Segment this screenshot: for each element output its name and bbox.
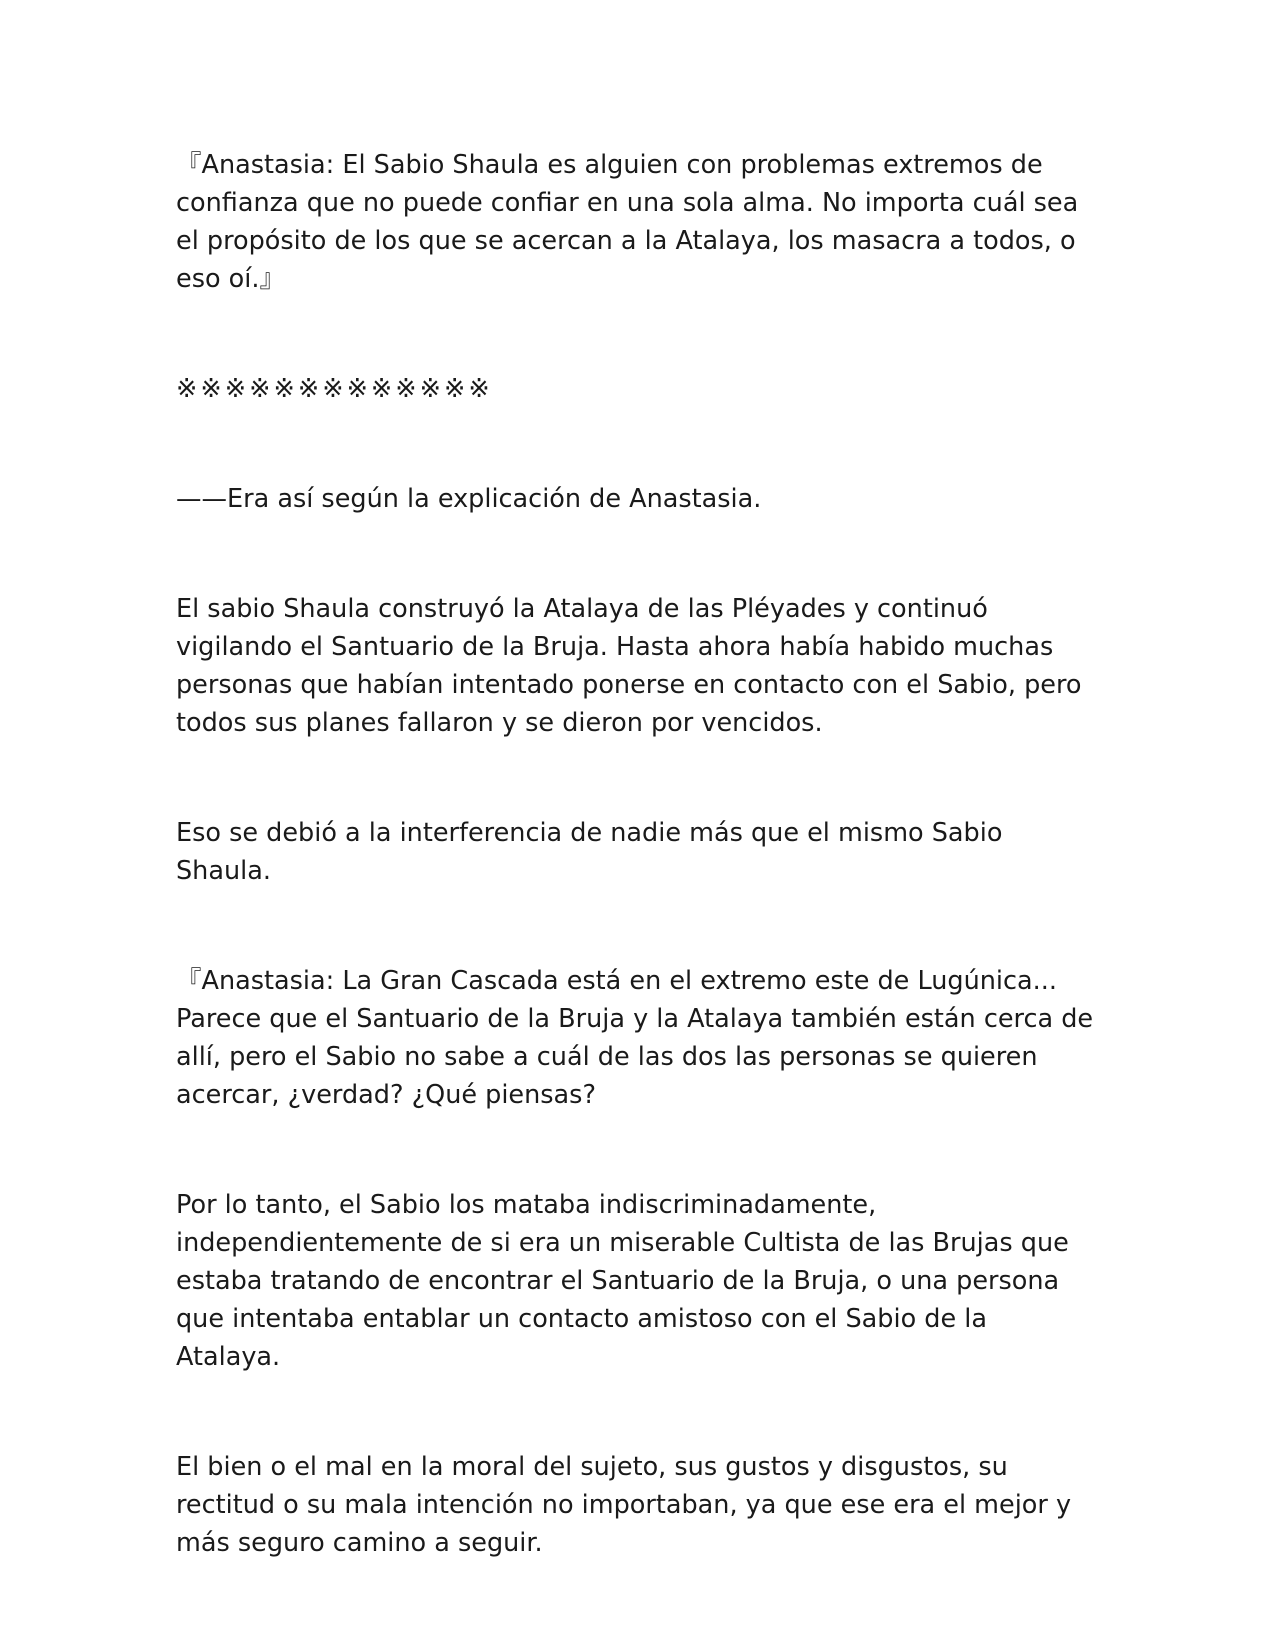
paragraph-interference: Eso se debió a la interferencia de nadie más que el mismo Sabio Shaula. xyxy=(176,818,1003,886)
paragraph-shaula-tower: El sabio Shaula construyó la Atalaya de las Pléyades y continuó vigilando el Santuario de la Bruja. Hasta ahora había habido muchas personas que habían intentado ponerse en contacto con el Sabio, pero todos sus planes fallaron y se dieron por vencidos. xyxy=(176,594,1082,738)
paragraph-anastasia-quote-1: 『Anastasia: El Sabio Shaula es alguien con problemas extremos de confianza que no puede confiar en una sola alma. No importa cuál sea el propósito de los que se acercan a la Atalaya, los masacra a todos, o eso oí.』 xyxy=(176,150,1079,294)
paragraph-moral: El bien o el mal en la moral del sujeto, sus gustos y disgustos, su rectitud o su mala intención no importaban, ya que ese era el mejor y más seguro camino a seguir. xyxy=(176,1452,1072,1558)
scene-break-divider: ※※※※※※※※※※※※※ xyxy=(176,374,493,404)
paragraph-indiscriminate: Por lo tanto, el Sabio los mataba indiscriminadamente, independientemente de si era un miserable Cultista de las Brujas que estaba tratando de encontrar el Santuario de la Bruja, o una persona que intentaba entablar un contacto amistoso con el Sabio de la Atalaya. xyxy=(176,1190,1069,1372)
paragraph-anastasia-quote-2: 『Anastasia: La Gran Cascada está en el extremo este de Lugúnica... Parece que el Santuario de la Bruja y la Atalaya también están cerca de allí, pero el Sabio no sabe a cuál de las dos las personas se quieren acercar, ¿verdad? ¿Qué piensas? xyxy=(176,966,1094,1110)
paragraph-explanation: ——Era así según la explicación de Anastasia. xyxy=(176,484,762,514)
document-body xyxy=(176,146,1096,1562)
